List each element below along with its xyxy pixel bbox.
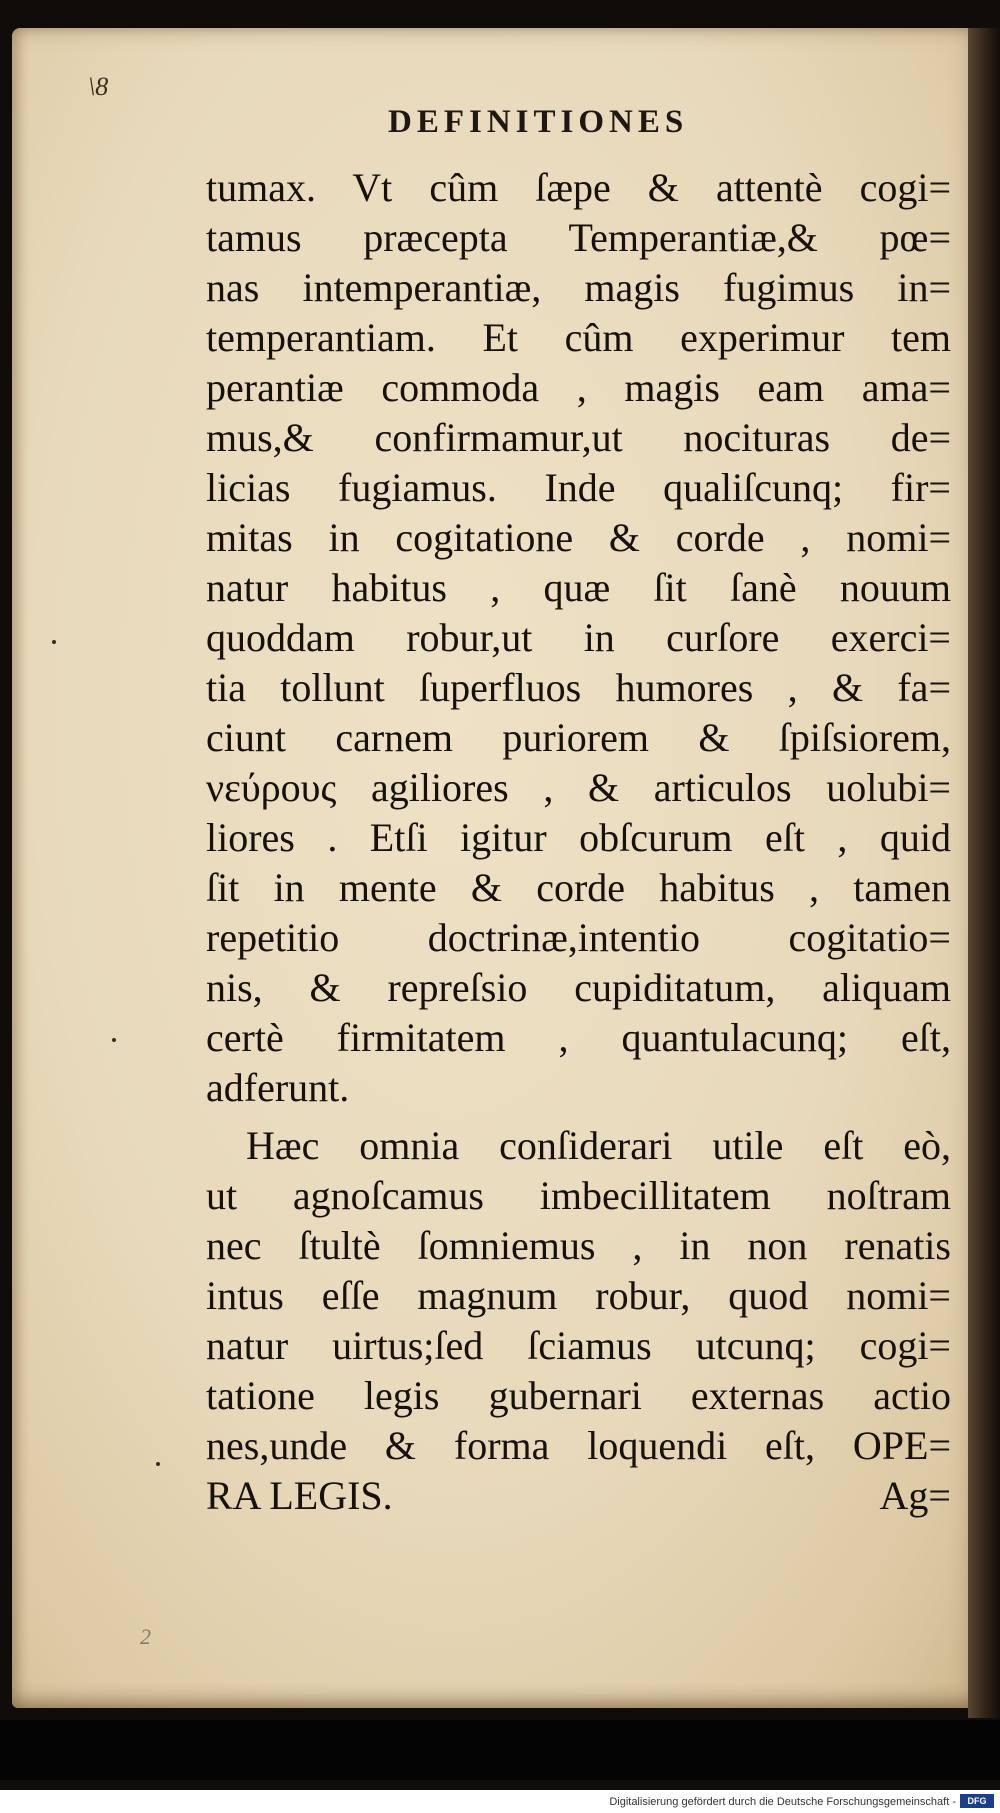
text-line: nes,unde & forma loquendi eſt, OPE= — [206, 1423, 951, 1468]
text-line: adferunt. — [206, 1065, 350, 1110]
text-line: temperantiam. Et cûm experimur tem — [206, 315, 951, 360]
text-line: certè firmitatem , quantulacunq; eſt, — [206, 1015, 951, 1060]
text-line: tumax. Vt cûm ſæpe & attentè cogi= — [206, 165, 951, 210]
text-line: tia tollunt ſuperfluos humores , & fa= — [206, 665, 951, 710]
footer-credit: Digitalisierung gefördert durch die Deutsche Forschungsgemeinschaft - — [609, 1796, 956, 1808]
text-line: quoddam robur,ut in curſore exerci= — [206, 615, 951, 660]
text-line: repetitio doctrinæ,intentio cogitatio= — [206, 915, 951, 960]
final-line — [206, 1471, 951, 1521]
text-line: tamus præcepta Temperantiæ,& pœ= — [206, 215, 951, 260]
text-line: perantiæ commoda , magis eam ama= — [206, 365, 951, 410]
text-line: νεύρους agiliores , & articulos uolubi= — [206, 765, 951, 810]
text-line: ciunt carnem puriorem & ſpiſsiorem, — [206, 715, 951, 760]
page-edge-shadow — [968, 28, 1000, 1718]
text-line: intus eſſe magnum robur, quod nomi= — [206, 1273, 951, 1318]
text-line: nas intemperantiæ, magis fugimus in= — [206, 265, 951, 310]
text-line: ſit in mente & corde habitus , tamen — [206, 865, 951, 910]
text-line: natur uirtus;ſed ſciamus utcunq; cogi= — [206, 1323, 951, 1368]
catchword: Ag= — [879, 1473, 951, 1518]
text-line: licias fugiamus. Inde qualiſcunq; fir= — [206, 465, 951, 510]
paragraph-first-line: Hæc omnia conſiderari utile eſt eò, — [246, 1123, 951, 1168]
text-line: natur habitus , quæ ſit ſanè nouum — [206, 565, 951, 610]
ink-speck — [156, 1462, 160, 1466]
folio-mark: \8 — [88, 72, 109, 101]
text-line: nis, & repreſsio cupiditatum, aliquam — [206, 965, 951, 1010]
text-line: mus,& confirmamur,ut nocituras de= — [206, 415, 951, 460]
text-line: tatione legis gubernari externas actio — [206, 1373, 951, 1418]
dfg-logo: DFG — [960, 1794, 994, 1808]
ink-speck — [112, 1038, 116, 1042]
text-line: liores . Etſi igitur obſcurum eſt , quid — [206, 815, 951, 860]
text-line: mitas in cogitatione & corde , nomi= — [206, 515, 951, 560]
text-line: ut agnoſcamus imbecillitatem noſtram — [206, 1173, 951, 1218]
ink-speck — [52, 640, 56, 644]
page-number: 2 — [140, 1624, 151, 1649]
closing-words: RA LEGIS. — [206, 1473, 393, 1518]
text-block — [206, 163, 951, 1521]
text-line: nec ſtultè ſomniemus , in non renatis — [206, 1223, 951, 1268]
running-head: DEFINITIONES — [388, 104, 689, 140]
scan-bottom-strip — [0, 1720, 1000, 1780]
